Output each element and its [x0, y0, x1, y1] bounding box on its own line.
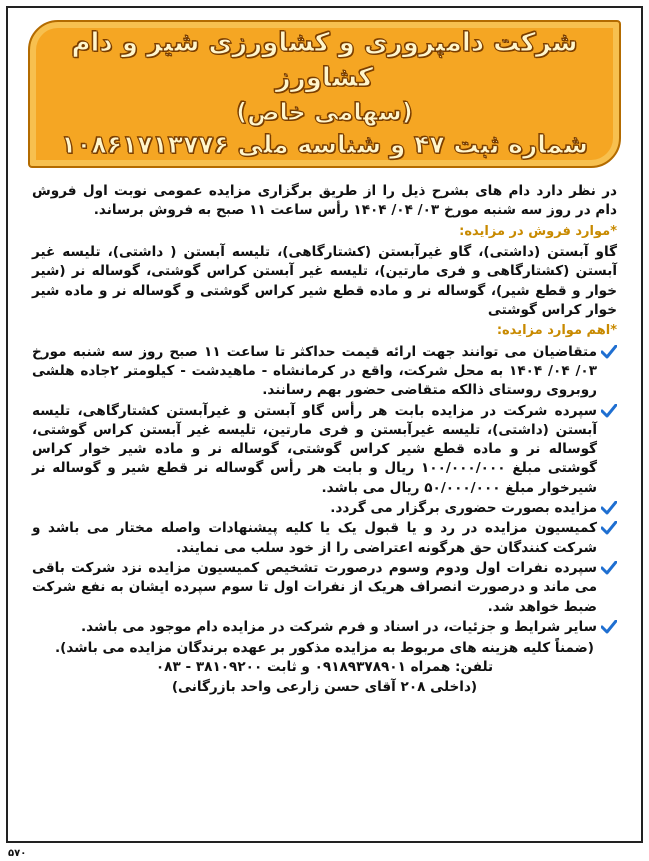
- note-text: متقاضیان می توانند جهت ارائه قیمت حداکثر تا ساعت ۱۱ صبح روز سه شنبه مورخ ۰۳/ ۰۴/ ۱۴۰۴ به محل شرکت، واقع در کرمانشاه - ماهیدشت - کیلومتر ۲جاده هلشی روبروی روستای ذالکه متقاضی حضور بهم رسانند.: [32, 343, 598, 399]
- note-item: [32, 402, 617, 498]
- ad-body: [32, 182, 617, 697]
- company-header: [28, 20, 621, 168]
- notes-list: [32, 343, 617, 637]
- check-icon: [601, 345, 617, 359]
- note-text: سپرده نفرات اول ودوم وسوم درصورت تشخیص کمیسیون مزایده نزد شرکت باقی می ماند و درصورت انصراف هریک از نفرات اول تا سوم سپرده ایشان به نفع شرکت ضبط خواهد شد.: [32, 559, 597, 615]
- check-icon: [601, 620, 617, 634]
- note-text: سپرده شرکت در مزایده بابت هر رأس گاو آبستن و غیرآبستن کشتارگاهی، تلیسه آبستن (داشتی)، تلیسه غیرآبستن و فری مارتین، تلیسه غیر آبستن کراس گوشتی، گوساله نر و ماده قطع شیر کراس گوشتی، گوساله نر و ماده شیر خوار کراس گوشتی مبلغ ۱۰۰/۰۰۰/۰۰۰ ریال و بابت هر رأس گوساله نر قطع شیر و گوساله نر شیرخوار مبلغ ۵۰/۰۰۰/۰۰۰ ریال می باشد.: [32, 402, 597, 496]
- note-text: سایر شرایط و جزئیات، در اسناد و فرم شرکت در مزایده دام موجود می باشد.: [81, 618, 597, 635]
- company-name: شرکت دامپروری و کشاورزی شیر و دام کشاورز: [71, 27, 578, 93]
- note-item: [32, 618, 617, 637]
- note-item: [32, 559, 617, 617]
- costs-note: (ضمناً کلیه هزینه های مربوط به مزایده مذکور بر عهده برندگان مزایده می باشد).: [55, 640, 594, 657]
- ad-footer: [32, 639, 617, 697]
- check-icon: [601, 521, 617, 535]
- notes-title: *اهم موارد مزایده:: [496, 323, 617, 339]
- check-icon: [601, 501, 617, 515]
- note-item: [32, 499, 617, 518]
- intro-paragraph: در نظر دارد دام های بشرح ذیل را از طریق برگزاری مزایده عمومی نوبت اول فروش دام در روز سه شنبه مورخ ۰۳/ ۰۴/ ۱۴۰۴ رأس ساعت ۱۱ صبح به فروش برساند.: [32, 183, 617, 219]
- note-item: [32, 519, 617, 558]
- check-icon: [601, 404, 617, 418]
- page-number: ۵۷۰: [8, 848, 27, 859]
- items-paragraph: گاو آبستن (داشتی)، گاو غیرآبستن (کشتارگاهی)، تلیسه آبستن ( داشتی)، تلیسه غیر آبستن (کشتارگاهی و فری مارتین)، تلیسه غیر آبستن کراس گوشتی، گوساله نر (شیر خوار و قطع شیر)، گوساله نر و ماده قطع شیر کراس گوشتی و گوساله نر و ماده شیر خوار کراس گوشتی: [32, 244, 617, 318]
- items-title: *موارد فروش در مزایده:: [459, 223, 617, 239]
- note-item: [32, 343, 617, 401]
- contact-phone: تلفن: همراه ۰۹۱۸۹۳۷۸۹۰۱ و ثابت ۳۸۱۰۹۲۰۰ - ۰۸۳: [155, 659, 494, 676]
- note-text: مزایده بصورت حضوری برگزار می گردد.: [330, 500, 597, 517]
- company-type: (سهامی خاص): [236, 98, 413, 127]
- company-registration: شماره ثبت ۴۷ و شناسه ملی ۱۰۸۶۱۷۱۳۷۷۶: [61, 130, 589, 160]
- check-icon: [601, 561, 617, 575]
- contact-extension: (داخلی ۲۰۸ آقای حسن زارعی واحد بازرگانی): [171, 678, 478, 695]
- note-text: کمیسیون مزایده در رد و یا قبول یک یا کلیه پیشنهادات واصله مختار می باشد و شرکت کنندگان حق هرگونه اعتراضی را از خود سلب می نمایند.: [32, 520, 597, 556]
